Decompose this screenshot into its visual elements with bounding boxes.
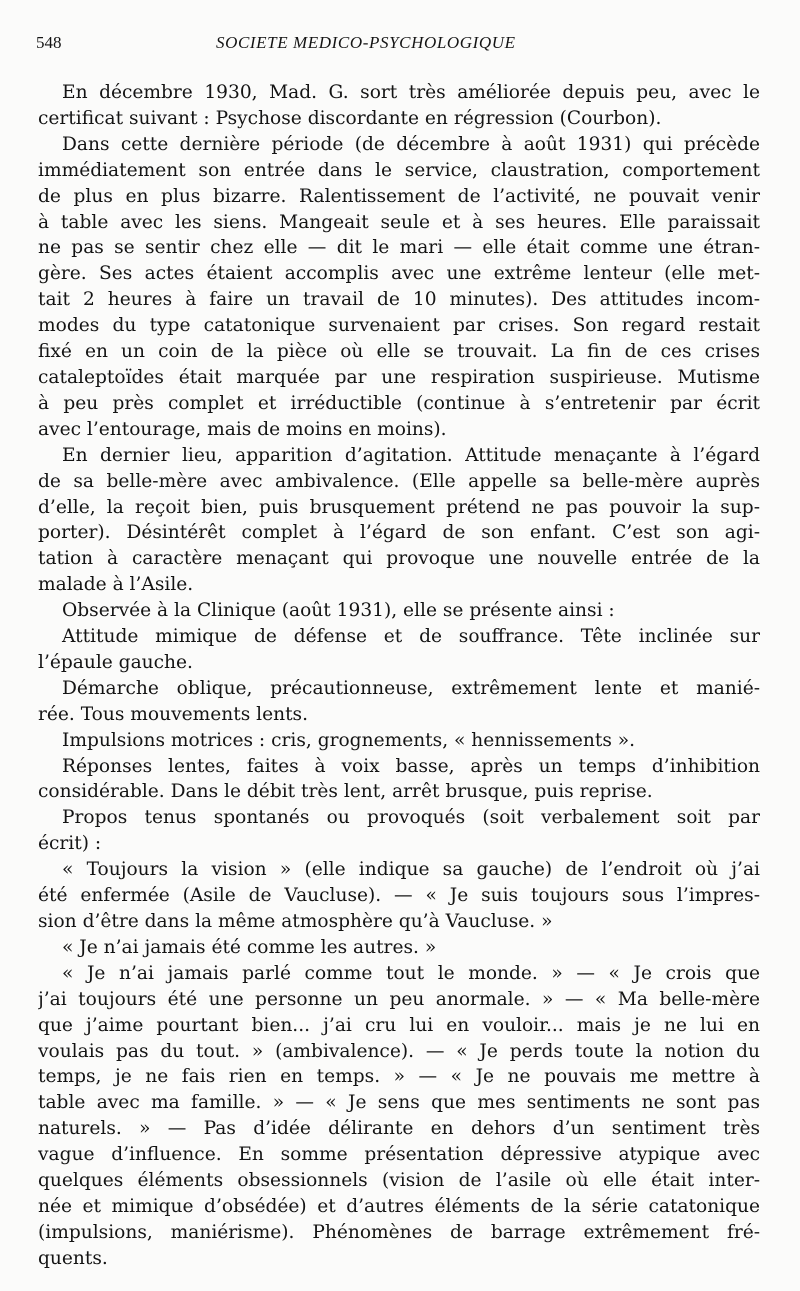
text-line: certificat suivant : Psychose discordante en régression (Courbon). xyxy=(38,107,662,129)
text-line: gère. Ses actes étaient accomplis avec une extrême lenteur (elle met- xyxy=(38,263,760,285)
text-line: d’elle, la reçoit bien, puis brusquement prétend ne pas pouvoir la sup- xyxy=(38,496,760,518)
text-line: En décembre 1930, Mad. G. sort très améliorée depuis peu, avec le xyxy=(62,82,760,103)
text-line: table avec ma famille. » — « Je sens que mes sentiments ne sont pas xyxy=(38,1092,760,1114)
text-line: à peu près complet et irréductible (continue à s’entretenir par écrit xyxy=(38,392,760,414)
text-line: que j’aime pourtant bien... j’ai cru lui en vouloir... mais je ne lui en xyxy=(38,1014,760,1036)
text-line: Attitude mimique de défense et de souffrance. Tête inclinée sur xyxy=(62,626,760,648)
text-line: avec l’entourage, mais de moins en moins). xyxy=(38,418,447,440)
text-line: j’ai toujours été une personne un peu anormale. » — « Ma belle-mère xyxy=(38,988,760,1010)
text-line: Impulsions motrices : cris, grognements, « hennissements ». xyxy=(62,729,636,751)
text-line: tation à caractère menaçant qui provoque une nouvelle entrée de la xyxy=(38,548,760,570)
text-line: En dernier lieu, apparition d’agitation. Attitude menaçante à l’égard xyxy=(62,444,760,466)
text-line: immédiatement son entrée dans le service, claustration, comportement xyxy=(38,159,760,181)
text-line: sion d’être dans la même atmosphère qu’à Vaucluse. » xyxy=(38,911,553,932)
text-line: (impulsions, maniérisme). Phénomènes de barrage extrêmement fré- xyxy=(38,1221,760,1243)
text-line: naturels. » — Pas d’idée délirante en dehors d’un sentiment très xyxy=(38,1118,760,1140)
text-line: été enfermée (Asile de Vaucluse). — « Je suis toujours sous l’impres- xyxy=(38,885,760,907)
text-line: « Toujours la vision » (elle indique sa gauche) de l’endroit où j’ai xyxy=(62,859,760,881)
text-line: née et mimique d’obsédée) et d’autres éléments de la série catatonique xyxy=(38,1195,760,1217)
text-line: de sa belle-mère avec ambivalence. (Elle appelle sa belle-mère auprès xyxy=(38,470,760,492)
text-line: modes du type catatonique survenaient par crises. Son regard restait xyxy=(38,315,760,337)
running-title: SOCIETE MEDICO-PSYCHOLOGIQUE xyxy=(216,33,516,52)
text-line: Propos tenus spontanés ou provoqués (soit verbalement soit par xyxy=(62,807,760,829)
text-line: Réponses lentes, faites à voix basse, après un temps d’inhibition xyxy=(62,755,760,777)
text-line: Démarche oblique, précautionneuse, extrêmement lente et manié- xyxy=(62,677,760,699)
text-line: fixé en un coin de la pièce où elle se trouvait. La fin de ces crises xyxy=(38,341,760,363)
text-line: « Je n’ai jamais été comme les autres. » xyxy=(62,936,437,958)
text-line: vague d’influence. En somme présentation dépressive atypique avec xyxy=(38,1144,760,1166)
page-header xyxy=(36,33,766,57)
text-line: Dans cette dernière période (de décembre à août 1931) qui précède xyxy=(62,133,760,155)
text-line: voulais pas du tout. » (ambivalence). — « Je perds toute la notion du xyxy=(38,1040,760,1062)
text-line: temps, je ne fais rien en temps. » — « Je ne pouvais me mettre à xyxy=(38,1066,760,1088)
text-line: Observée à la Clinique (août 1931), elle se présente ainsi : xyxy=(62,600,615,622)
text-line: quelques éléments obsessionnels (vision de l’asile où elle était inter- xyxy=(38,1170,760,1192)
page-number: 548 xyxy=(36,33,62,52)
text-line: ne pas se sentir chez elle — dit le mari — elle était comme une étran- xyxy=(38,237,760,259)
text-line: considérable. Dans le débit très lent, arrêt brusque, puis reprise. xyxy=(38,781,653,803)
body-text xyxy=(38,80,760,1272)
text-line: cataleptoïdes était marquée par une respiration suspirieuse. Mutisme xyxy=(38,366,760,388)
text-line: de plus en plus bizarre. Ralentissement de l’activité, ne pouvait venir xyxy=(38,185,760,207)
text-line: porter). Désintérêt complet à l’égard de son enfant. C’est son agi- xyxy=(38,522,760,544)
text-line: à table avec les siens. Mangeait seule et à ses heures. Elle paraissait xyxy=(38,211,760,233)
text-line: écrit) : xyxy=(38,833,102,855)
text-line: quents. xyxy=(38,1247,108,1269)
text-line: « Je n’ai jamais parlé comme tout le monde. » — « Je crois que xyxy=(62,962,760,984)
text-line: rée. Tous mouvements lents. xyxy=(38,703,308,725)
text-line: l’épaule gauche. xyxy=(38,651,193,673)
text-line: tait 2 heures à faire un travail de 10 minutes). Des attitudes incom- xyxy=(38,289,760,311)
text-line: malade à l’Asile. xyxy=(38,574,194,596)
